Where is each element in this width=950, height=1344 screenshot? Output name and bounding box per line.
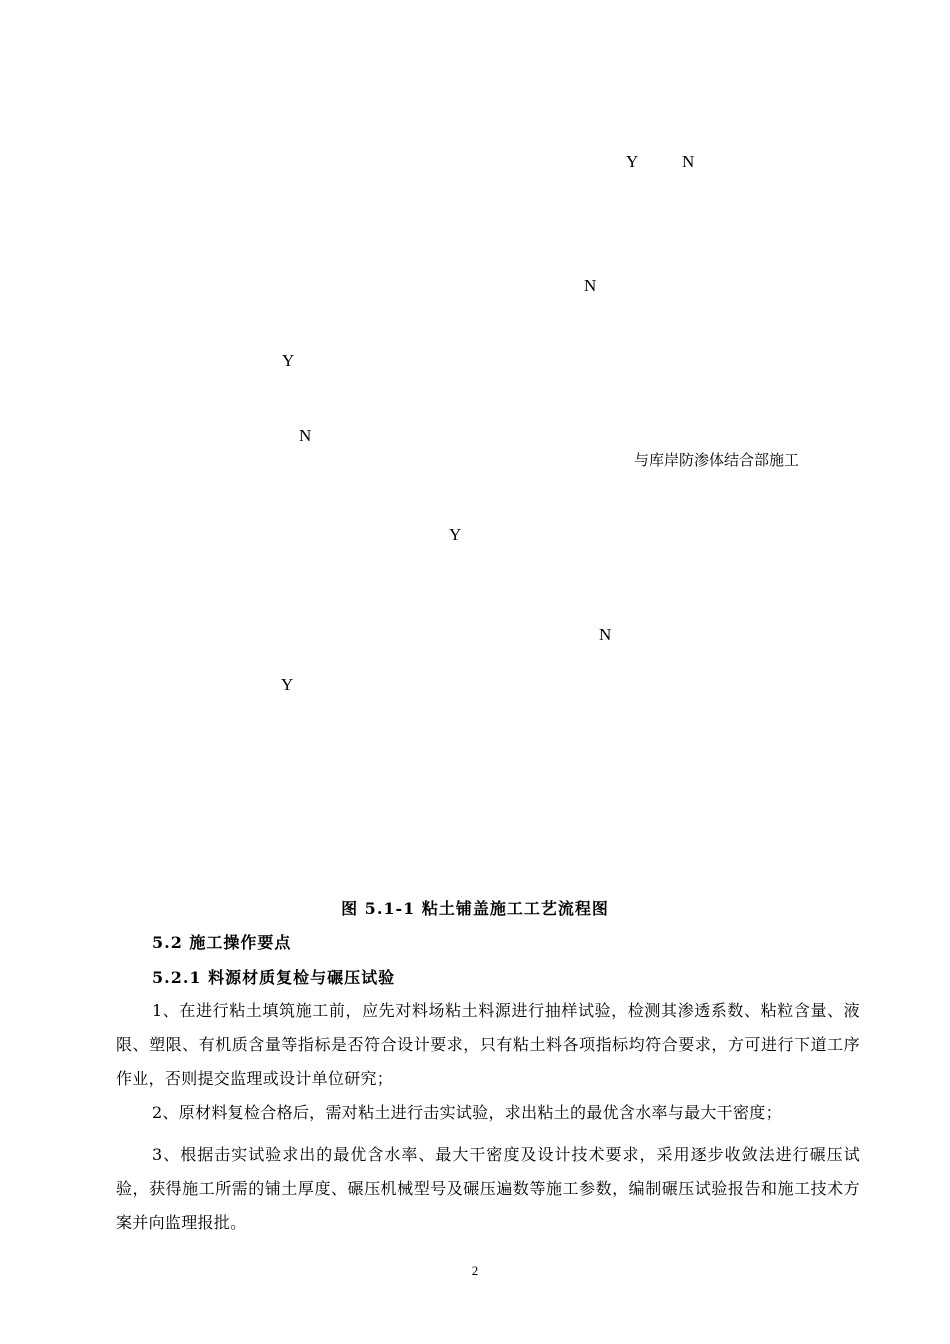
page-number: 2 xyxy=(471,1263,479,1278)
flow-label-yes: Y xyxy=(449,525,462,544)
flow-label-no: N xyxy=(299,426,312,445)
subsection-heading: 5.2.1 料源材质复检与碾压试验 xyxy=(152,968,396,987)
flow-label-no: N xyxy=(599,625,612,644)
flow-label-yes: Y xyxy=(281,675,294,694)
flow-note-bank-joint: 与库岸防渗体结合部施工 xyxy=(634,451,800,469)
flow-label-yes: Y xyxy=(626,152,639,171)
paragraph-2: 2、原材料复检合格后，需对粘土进行击实试验，求出粘土的最优含水率与最大干密度； xyxy=(152,1103,782,1122)
flow-label-no: N xyxy=(584,276,597,295)
figure-caption: 图 5.1-1 粘土铺盖施工工艺流程图 xyxy=(341,899,609,918)
paragraph-1: 1、在进行粘土填筑施工前，应先对料场粘土料源进行抽样试验，检测其渗透系数、粘粒含量、液限、塑限、有机质含量等指标是否符合设计要求，只有粘土料各项指标均符合要求，方可进行下道工序作业，否则提交监理或设计单位研究； xyxy=(116,1001,860,1088)
flow-label-no: N xyxy=(682,152,695,171)
flow-label-yes: Y xyxy=(282,351,295,370)
section-heading: 5.2 施工操作要点 xyxy=(152,933,292,952)
paragraph-3: 3、根据击实试验求出的最优含水率、最大干密度及设计技术要求，采用逐步收敛法进行碾压试验，获得施工所需的铺土厚度、碾压机械型号及碾压遍数等施工参数，编制碾压试验报告和施工技术方案并向监理报批。 xyxy=(116,1145,860,1232)
